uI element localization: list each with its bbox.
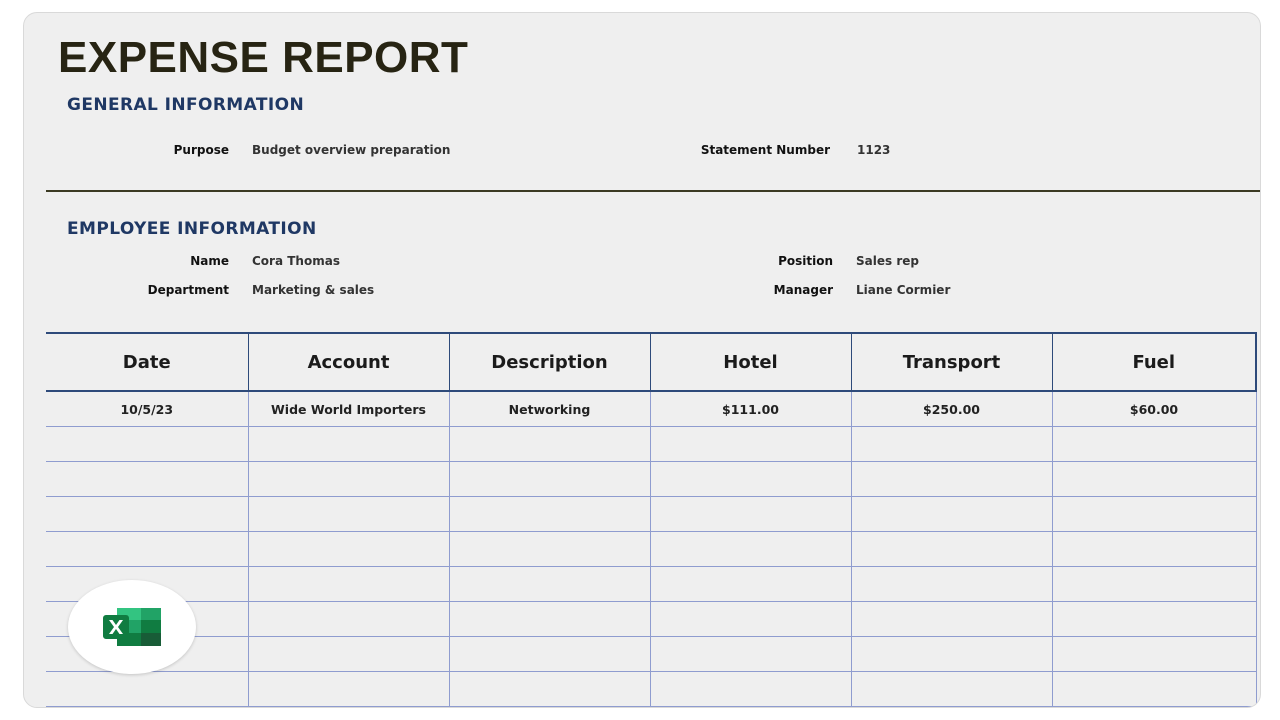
cell-transport[interactable] bbox=[851, 497, 1052, 532]
cell-transport[interactable] bbox=[851, 602, 1052, 637]
cell-description[interactable] bbox=[449, 462, 650, 497]
column-header-account[interactable]: Account bbox=[248, 333, 449, 391]
cell-date[interactable] bbox=[46, 672, 248, 707]
manager-value[interactable]: Liane Cormier bbox=[856, 283, 951, 297]
column-header-date[interactable]: Date bbox=[46, 333, 248, 391]
name-value[interactable]: Cora Thomas bbox=[252, 254, 340, 268]
table-header-row bbox=[46, 333, 1256, 391]
name-label: Name bbox=[190, 254, 229, 268]
table-row bbox=[46, 532, 1256, 567]
cell-date[interactable] bbox=[46, 427, 248, 462]
cell-hotel[interactable]: $111.00 bbox=[650, 391, 851, 427]
statement-number-value[interactable]: 1123 bbox=[857, 143, 891, 157]
cell-account[interactable] bbox=[248, 602, 449, 637]
cell-description[interactable]: Networking bbox=[449, 391, 650, 427]
expenses-table bbox=[46, 332, 1257, 707]
cell-account[interactable]: Wide World Importers bbox=[248, 391, 449, 427]
cell-transport[interactable] bbox=[851, 567, 1052, 602]
column-header-fuel[interactable]: Fuel bbox=[1052, 333, 1256, 391]
general-information-heading: GENERAL INFORMATION bbox=[67, 95, 305, 115]
cell-description[interactable] bbox=[449, 427, 650, 462]
manager-label: Manager bbox=[773, 283, 833, 297]
cell-date[interactable]: 10/5/23 bbox=[46, 391, 248, 427]
page-title: EXPENSE REPORT bbox=[58, 33, 469, 82]
statement-number-label: Statement Number bbox=[700, 143, 830, 157]
expenses-table-container bbox=[46, 332, 1261, 707]
table-row bbox=[46, 497, 1256, 532]
position-value[interactable]: Sales rep bbox=[856, 254, 919, 268]
column-header-hotel[interactable]: Hotel bbox=[650, 333, 851, 391]
expense-report-sheet bbox=[23, 12, 1261, 708]
cell-account[interactable] bbox=[248, 497, 449, 532]
table-row bbox=[46, 672, 1256, 707]
cell-hotel[interactable] bbox=[650, 637, 851, 672]
cell-description[interactable] bbox=[449, 637, 650, 672]
cell-transport[interactable] bbox=[851, 462, 1052, 497]
cell-fuel[interactable] bbox=[1052, 462, 1256, 497]
cell-description[interactable] bbox=[449, 602, 650, 637]
cell-fuel[interactable] bbox=[1052, 427, 1256, 462]
cell-fuel[interactable] bbox=[1052, 602, 1256, 637]
column-header-description[interactable]: Description bbox=[449, 333, 650, 391]
purpose-label: Purpose bbox=[173, 143, 229, 157]
cell-date[interactable] bbox=[46, 532, 248, 567]
excel-app-badge[interactable] bbox=[68, 580, 196, 674]
cell-fuel[interactable] bbox=[1052, 532, 1256, 567]
department-label: Department bbox=[147, 283, 229, 297]
cell-account[interactable] bbox=[248, 532, 449, 567]
cell-description[interactable] bbox=[449, 567, 650, 602]
table-row bbox=[46, 462, 1256, 497]
cell-fuel[interactable] bbox=[1052, 497, 1256, 532]
cell-account[interactable] bbox=[248, 672, 449, 707]
cell-hotel[interactable] bbox=[650, 427, 851, 462]
cell-hotel[interactable] bbox=[650, 672, 851, 707]
cell-description[interactable] bbox=[449, 497, 650, 532]
cell-transport[interactable] bbox=[851, 637, 1052, 672]
position-label: Position bbox=[778, 254, 833, 268]
cell-date[interactable] bbox=[46, 462, 248, 497]
cell-transport[interactable] bbox=[851, 532, 1052, 567]
cell-description[interactable] bbox=[449, 532, 650, 567]
table-row bbox=[46, 567, 1256, 602]
cell-fuel[interactable] bbox=[1052, 672, 1256, 707]
cell-account[interactable] bbox=[248, 637, 449, 672]
cell-transport[interactable]: $250.00 bbox=[851, 391, 1052, 427]
cell-date[interactable] bbox=[46, 497, 248, 532]
table-row bbox=[46, 637, 1256, 672]
table-row bbox=[46, 602, 1256, 637]
cell-fuel[interactable] bbox=[1052, 637, 1256, 672]
cell-hotel[interactable] bbox=[650, 462, 851, 497]
table-row bbox=[46, 427, 1256, 462]
cell-hotel[interactable] bbox=[650, 497, 851, 532]
cell-account[interactable] bbox=[248, 462, 449, 497]
purpose-value[interactable]: Budget overview preparation bbox=[252, 143, 451, 157]
column-header-transport[interactable]: Transport bbox=[851, 333, 1052, 391]
employee-information-heading: EMPLOYEE INFORMATION bbox=[67, 219, 317, 239]
table-row bbox=[46, 391, 1256, 427]
cell-account[interactable] bbox=[248, 427, 449, 462]
cell-transport[interactable] bbox=[851, 672, 1052, 707]
cell-description[interactable] bbox=[449, 672, 650, 707]
cell-hotel[interactable] bbox=[650, 602, 851, 637]
cell-fuel[interactable]: $60.00 bbox=[1052, 391, 1256, 427]
cell-account[interactable] bbox=[248, 567, 449, 602]
cell-hotel[interactable] bbox=[650, 532, 851, 567]
cell-hotel[interactable] bbox=[650, 567, 851, 602]
cell-transport[interactable] bbox=[851, 427, 1052, 462]
department-value[interactable]: Marketing & sales bbox=[252, 283, 375, 297]
section-divider bbox=[46, 190, 1260, 192]
excel-icon bbox=[103, 608, 161, 646]
cell-fuel[interactable] bbox=[1052, 567, 1256, 602]
